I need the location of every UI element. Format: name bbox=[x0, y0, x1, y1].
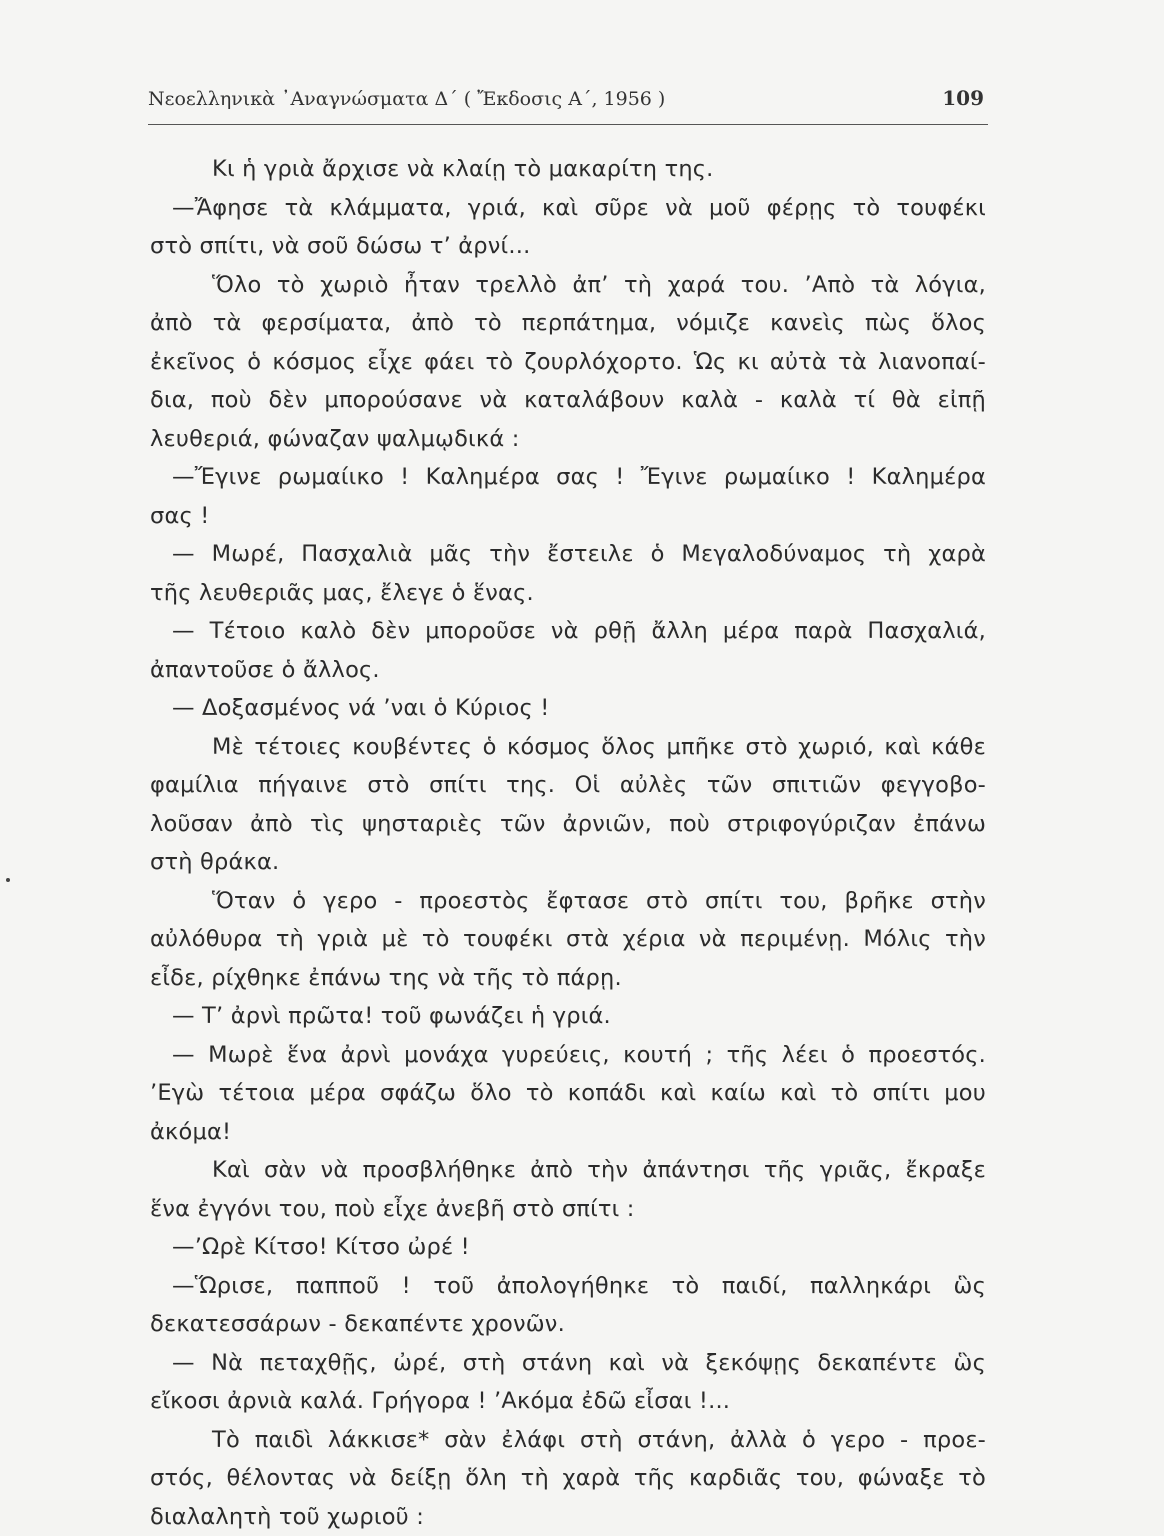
text-line: στός, θέλοντας νὰ δείξῃ ὅλη τὴ χαρὰ τῆς καρδιᾶς του, φώναξε τὸ bbox=[150, 1459, 986, 1498]
text-line: ἐκεῖνος ὁ κόσμος εἶχε φάει τὸ ζουρλόχορτο. Ὡς κι αὐτὰ τὰ λιανοπαί- bbox=[150, 343, 986, 382]
text-line: Κι ἡ γριὰ ἄρχισε νὰ κλαίῃ τὸ μακαρίτη της. bbox=[150, 150, 986, 189]
text-line: δια, ποὺ δὲν μπορούσανε νὰ καταλάβουν καλὰ - καλὰ τί θὰ εἰπῇ bbox=[150, 381, 986, 420]
body-text bbox=[150, 150, 986, 1536]
running-header bbox=[148, 86, 988, 116]
text-line: — Τ’ ἀρνὶ πρῶτα! τοῦ φωνάζει ἡ γριά. bbox=[150, 997, 986, 1036]
text-line: —Ὥρισε, παπποῦ ! τοῦ ἀπολογήθηκε τὸ παιδί, παλληκάρι ὣς bbox=[150, 1267, 986, 1306]
text-line: — Νὰ πεταχθῇς, ὠρέ, στὴ στάνη καὶ νὰ ξεκόψῃς δεκαπέντε ὣς bbox=[150, 1344, 986, 1383]
text-line: λευθεριά, φώναζαν ψαλμῳδικά : bbox=[150, 420, 986, 459]
text-line: —Ἔγινε ρωμαίικο ! Καλημέρα σας ! Ἔγινε ρωμαίικο ! Καλημέρα bbox=[150, 458, 986, 497]
text-line: ἀκόμα! bbox=[150, 1113, 986, 1152]
page-number: 109 bbox=[942, 86, 984, 110]
text-line: Ὅλο τὸ χωριὸ ἦταν τρελλὸ ἀπ’ τὴ χαρά του. ’Απὸ τὰ λόγια, bbox=[150, 266, 986, 305]
text-line: διαλαλητὴ τοῦ χωριοῦ : bbox=[150, 1498, 986, 1536]
text-line: —’Ωρὲ Κίτσο! Κίτσο ὠρέ ! bbox=[150, 1228, 986, 1267]
text-line: — Μωρέ, Πασχαλιὰ μᾶς τὴν ἔστειλε ὁ Μεγαλοδύναμος τὴ χαρὰ bbox=[150, 535, 986, 574]
text-line: ἀπαντοῦσε ὁ ἄλλος. bbox=[150, 651, 986, 690]
text-line: Ὅταν ὁ γερο - προεστὸς ἔφτασε στὸ σπίτι του, βρῆκε στὴν bbox=[150, 882, 986, 921]
text-line: ’Εγὼ τέτοια μέρα σφάζω ὅλο τὸ κοπάδι καὶ καίω καὶ τὸ σπίτι μου bbox=[150, 1074, 986, 1113]
text-line: Καὶ σὰν νὰ προσβλήθηκε ἀπὸ τὴν ἀπάντησι τῆς γριᾶς, ἔκραξε bbox=[150, 1151, 986, 1190]
text-line: σας ! bbox=[150, 497, 986, 536]
text-line: — Δοξασμένος νά ’ναι ὁ Κύριος ! bbox=[150, 689, 986, 728]
text-line: στὴ θράκα. bbox=[150, 843, 986, 882]
text-line: στὸ σπίτι, νὰ σοῦ δώσω τ’ ἀρνί... bbox=[150, 227, 986, 266]
header-rule bbox=[148, 124, 988, 125]
header-title: Νεοελληνικὰ ᾿Αναγνώσματα Δ΄ ( Ἔκδοσις Α΄, 1956 ) bbox=[148, 88, 665, 110]
text-line: αὐλόθυρα τὴ γριὰ μὲ τὸ τουφέκι στὰ χέρια νὰ περιμένῃ. Μόλις τὴν bbox=[150, 920, 986, 959]
text-line: —Ἄφησε τὰ κλάμματα, γριά, καὶ σῦρε νὰ μοῦ φέρῃς τὸ τουφέκι bbox=[150, 189, 986, 228]
text-line: εἴκοσι ἀρνιὰ καλά. Γρήγορα ! ’Ακόμα ἐδῶ εἶσαι !... bbox=[150, 1382, 986, 1421]
text-line: ἕνα ἐγγόνι του, ποὺ εἶχε ἀνεβῆ στὸ σπίτι : bbox=[150, 1190, 986, 1229]
text-line: Μὲ τέτοιες κουβέντες ὁ κόσμος ὅλος μπῆκε στὸ χωριό, καὶ κάθε bbox=[150, 728, 986, 767]
text-line: φαμίλια πήγαινε στὸ σπίτι της. Οἱ αὐλὲς τῶν σπιτιῶν φεγγοβο- bbox=[150, 766, 986, 805]
text-line: λοῦσαν ἀπὸ τὶς ψησταριὲς τῶν ἀρνιῶν, ποὺ στριφογύριζαν ἐπάνω bbox=[150, 805, 986, 844]
text-line: ἀπὸ τὰ φερσίματα, ἀπὸ τὸ περπάτημα, νόμιζε κανεὶς πὼς ὅλος bbox=[150, 304, 986, 343]
text-line: δεκατεσσάρων - δεκαπέντε χρονῶν. bbox=[150, 1305, 986, 1344]
text-line: Τὸ παιδὶ λάκκισε* σὰν ἐλάφι στὴ στάνη, ἀλλὰ ὁ γερο - προε- bbox=[150, 1421, 986, 1460]
text-line: τῆς λευθεριᾶς μας, ἔλεγε ὁ ἕνας. bbox=[150, 574, 986, 613]
text-line: — Μωρὲ ἕνα ἀρνὶ μονάχα γυρεύεις, κουτή ; τῆς λέει ὁ προεστός. bbox=[150, 1036, 986, 1075]
text-line: — Τέτοιο καλὸ δὲν μποροῦσε νὰ ρθῇ ἄλλη μέρα παρὰ Πασχαλιά, bbox=[150, 612, 986, 651]
text-line: εἶδε, ρίχθηκε ἐπάνω της νὰ τῆς τὸ πάρῃ. bbox=[150, 959, 986, 998]
scan-speck bbox=[6, 878, 10, 882]
